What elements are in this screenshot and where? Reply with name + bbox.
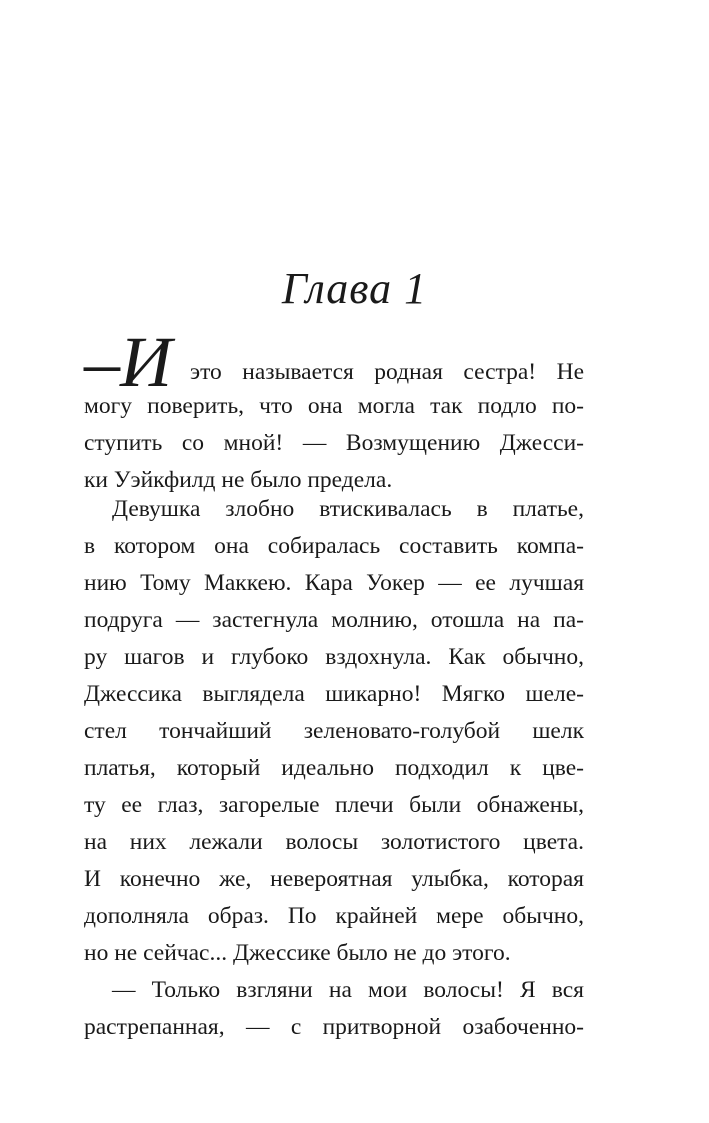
text-line: ту ее глаз, загорелые плечи были обнажены, [84,792,584,818]
text-line: в котором она собиралась составить компа- [84,533,584,559]
text-line: Джессика выглядела шикарно! Мягко шеле- [84,681,584,707]
text-line: стел тончайший зеленовато-голубой шелк [84,718,584,744]
text-line: — Только взгляни на мои волосы! Я вся [112,977,584,1003]
drop-cap [84,322,172,402]
chapter-title: Глава 1 [281,264,428,313]
text-line: нию Тому Маккею. Кара Уокер — ее лучшая [84,570,584,596]
paragraph-first-line: это называется родная сестра! Не [190,359,584,385]
text-line: дополняла образ. По крайней мере обычно, [84,903,584,929]
text-line: ступить со мной! — Возмущению Джесси- [84,430,584,456]
text-line: ру шагов и глубоко вздохнула. Как обычно, [84,644,584,670]
text-line: ки Уэйкфилд не было предела. [84,467,393,493]
text-line: Девушка злобно втискивалась в платье, [112,496,584,522]
text-line: растрепанная, — с притворной озабоченно- [84,1014,584,1040]
drop-cap-letter: И [120,322,172,402]
text-line: на них лежали волосы золотистого цвета. [84,829,584,855]
text-line: но не сейчас... Джессике было не до этого. [84,940,511,966]
text-line: платья, который идеально подходил к цве- [84,755,584,781]
text-line: подруга — застегнула молнию, отошла на па- [84,607,584,633]
drop-cap-dash: – [84,322,120,402]
text-line: могу поверить, что она могла так подло по- [84,393,584,419]
text-line: И конечно же, невероятная улыбка, которая [84,866,584,892]
